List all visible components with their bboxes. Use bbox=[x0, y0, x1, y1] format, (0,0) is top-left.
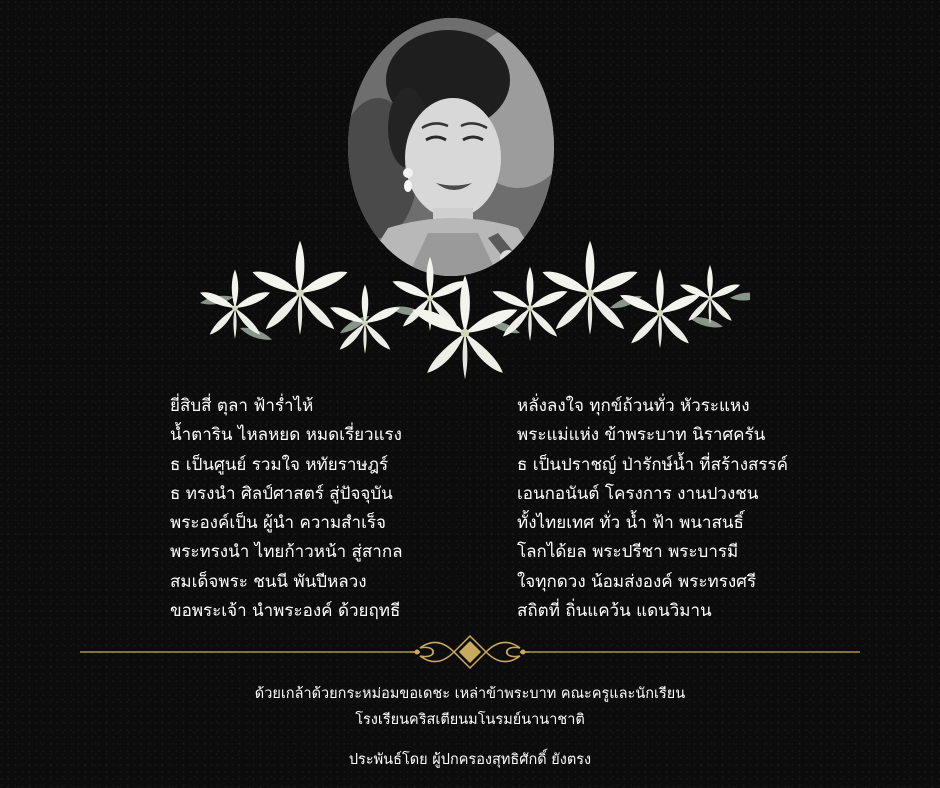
lily-garland bbox=[190, 238, 750, 388]
poem-line: โลกได้ยล พระปรีชา พระบารมี bbox=[517, 542, 739, 563]
author-credit: ประพันธ์โดย ผู้ปกครองสุทธิศักดิ์ ยังตรง bbox=[348, 752, 592, 768]
poem-line: ธ ทรงนำ ศิลป์ศาสตร์ สู่ปัจจุบัน bbox=[170, 483, 393, 504]
dedication-text: ด้วยเกล้าด้วยกระหม่อมขอเดชะ เหล่าข้าพระบาท คณะครูและนักเรียน bbox=[254, 686, 686, 702]
gold-ornament-divider bbox=[80, 632, 860, 672]
poem-line: ยี่สิบสี่ ตุลา ฟ้าร่ำไห้ bbox=[170, 396, 314, 416]
school-name: โรงเรียนคริสเตียนมโนรมย์นานาชาติ bbox=[355, 712, 585, 728]
poem-line: ธ เป็นปราชญ์ ป่ารักษ์น้ำ ที่สร้างสรรค์ bbox=[517, 454, 789, 475]
poem-line: น้ำตาริน ไหลหยด หมดเรี่ยวแรง bbox=[170, 425, 402, 446]
poem-line: พระองค์เป็น ผู้นำ ความสำเร็จ bbox=[170, 513, 387, 534]
poem-line: สถิตที่ ถิ่นแคว้น แดนวิมาน bbox=[517, 601, 712, 622]
poem-line: พระทรงนำ ไทยก้าวหน้า สู่สากล bbox=[170, 542, 403, 563]
poem-left-column bbox=[170, 392, 403, 626]
poem-line: เอนกอนันต์ โครงการ งานปวงชน bbox=[517, 483, 759, 504]
poem-line: พระแม่แห่ง ข้าพระบาท นิราศครัน bbox=[517, 425, 766, 446]
poem-line: ขอพระเจ้า นำพระองค์ ด้วยฤทธี bbox=[170, 601, 401, 622]
poem-line: หลั่งลงใจ ทุกข์ถ้วนทั่ว หัวระแหง bbox=[517, 396, 750, 416]
poem-line: ธ เป็นศูนย์ รวมใจ หทัยราษฎร์ bbox=[170, 454, 389, 475]
poem-line: สมเด็จพระ ชนนี พันปีหลวง bbox=[170, 571, 367, 592]
poem-line: ทั้งไทยเทศ ทั่ว น้ำ ฟ้า พนาสนธิ์ bbox=[517, 513, 744, 534]
poem-line: ใจทุกดวง น้อมส่งองค์ พระทรงศรี bbox=[517, 571, 757, 592]
poem-right-column bbox=[517, 392, 788, 626]
